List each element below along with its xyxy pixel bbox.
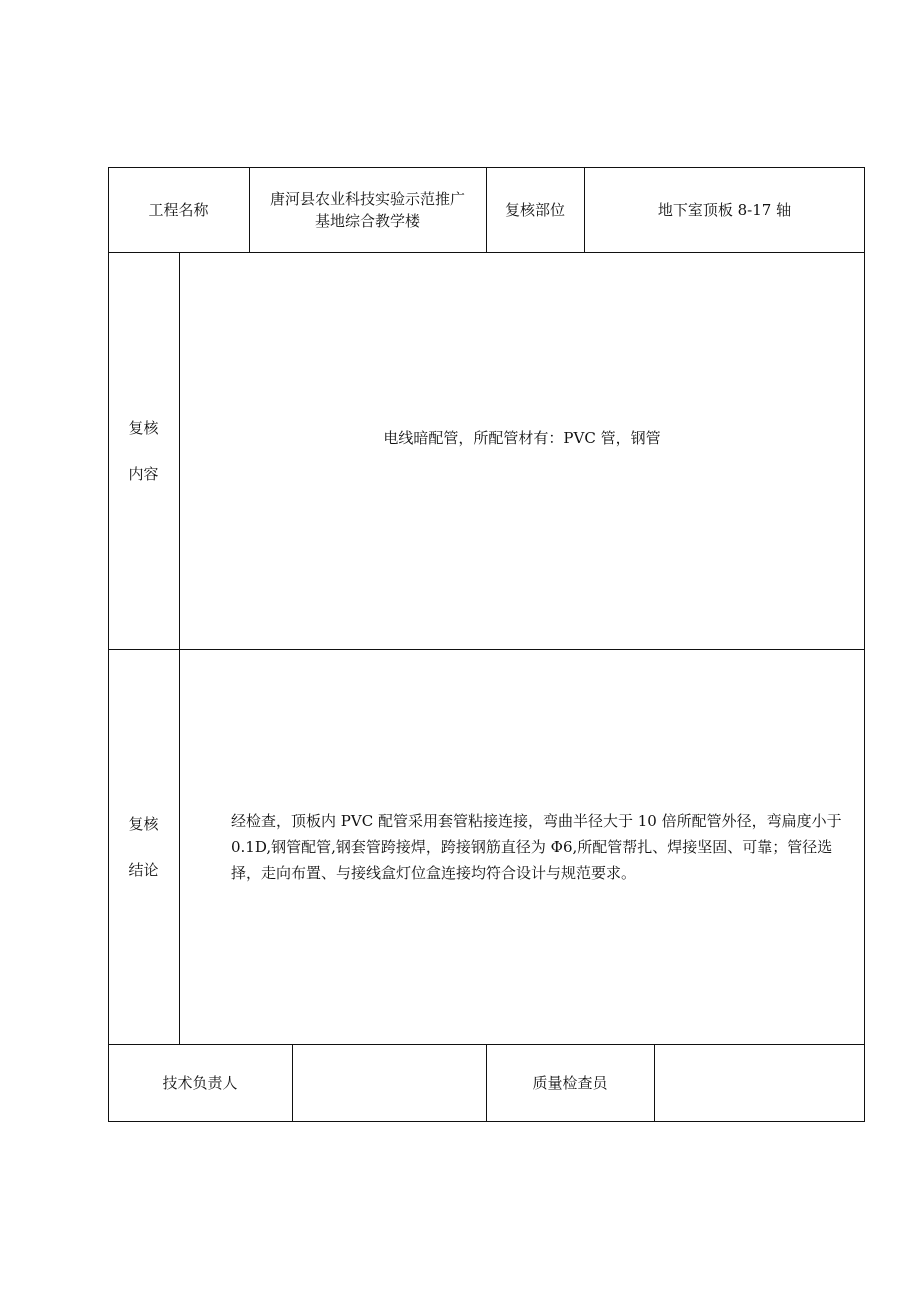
review-conclusion-label-line2: 结论 xyxy=(128,860,159,879)
review-content-value xyxy=(179,252,865,649)
review-content-label-line1: 复核 xyxy=(128,418,159,437)
tech-lead-label xyxy=(108,1044,292,1122)
quality-inspector-signature-field[interactable] xyxy=(654,1044,865,1122)
review-conclusion-label-line1: 复核 xyxy=(128,814,159,833)
review-part-label-text: 复核部位 xyxy=(504,201,565,219)
review-part-label xyxy=(486,167,584,253)
review-conclusion-text: 经检查，顶板内 PVC 配管采用套管粘接连接，弯曲半径大于 10 倍所配管外径，弯扁度小于 0.1D,钢管配管,钢套管跨接焊，跨接钢筋直径为 Φ6,所配管帮扎、焊接坚固、可靠；管径选择，走向布置、与接线盒灯位盒连接均符合设计与规范要求。 xyxy=(231,811,842,882)
review-content-label xyxy=(108,252,179,649)
project-name-line1: 唐河县农业科技实验示范推广 xyxy=(269,190,465,208)
tech-lead-signature-field[interactable] xyxy=(292,1044,486,1122)
project-name-label xyxy=(108,167,249,253)
project-name-label-text: 工程名称 xyxy=(148,201,209,219)
project-name-value xyxy=(249,167,486,253)
review-part-value xyxy=(584,167,865,253)
review-record-table xyxy=(108,167,865,1122)
review-content-text: 电线暗配管，所配管材有：PVC 管，钢管 xyxy=(383,428,661,447)
project-name-line2: 基地综合教学楼 xyxy=(314,212,420,230)
review-part-value-text: 地下室顶板 8-17 轴 xyxy=(657,201,792,219)
quality-inspector-label-text: 质量检查员 xyxy=(532,1074,608,1092)
review-conclusion-label xyxy=(108,649,179,1044)
quality-inspector-label xyxy=(486,1044,654,1122)
review-content-label-line2: 内容 xyxy=(128,464,159,483)
review-conclusion-value xyxy=(179,649,865,1044)
tech-lead-label-text: 技术负责人 xyxy=(162,1074,238,1092)
